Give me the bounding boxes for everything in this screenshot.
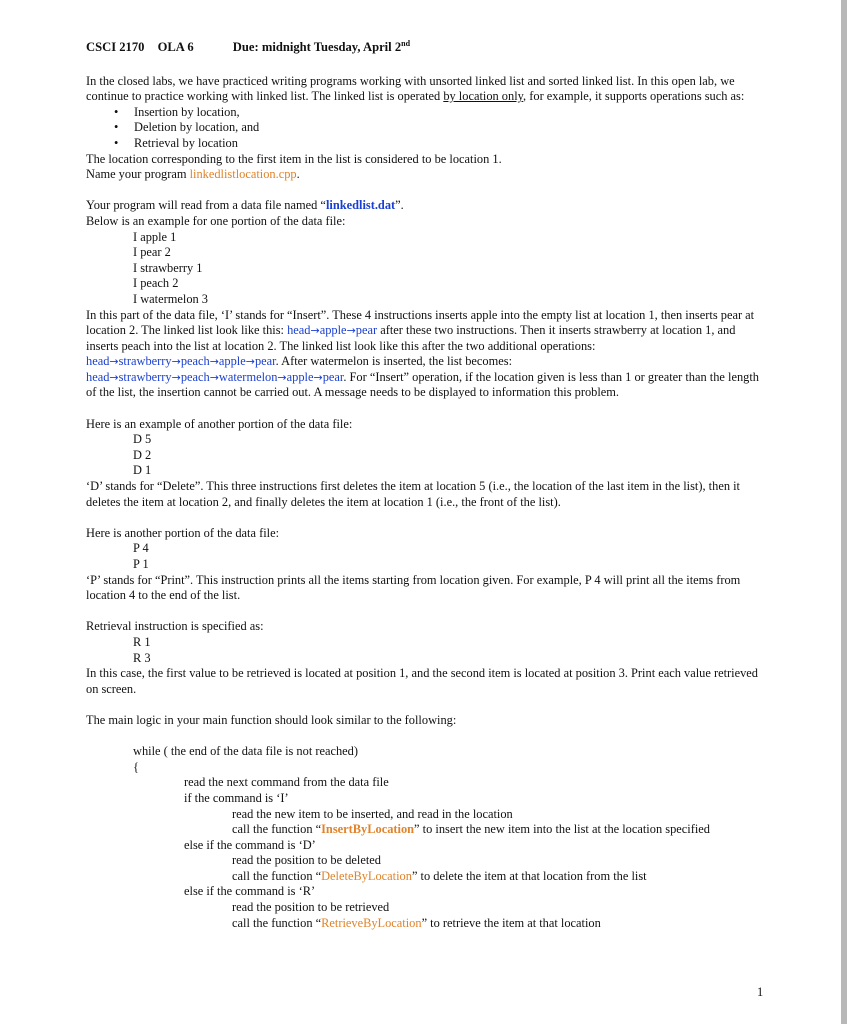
code-line: read the next command from the data file	[184, 775, 389, 790]
code-line: {	[133, 759, 139, 774]
code-line: call the function “DeleteByLocation” to delete the item at that location from the list	[232, 868, 647, 883]
page-edge	[841, 0, 847, 1024]
code-line: else if the command is ‘R’	[184, 884, 316, 899]
code-line: while ( the end of the data file is not reached)	[133, 744, 359, 759]
due-date: Due: midnight Tuesday, April 2nd	[232, 39, 411, 54]
example-intro: Below is an example for one portion of the data file:	[86, 213, 346, 228]
operations-list	[86, 105, 766, 152]
code-line: read the new item to be inserted, and read in the location	[232, 806, 513, 821]
code-line: call the function “InsertByLocation” to insert the new item into the list at the location specified	[232, 822, 710, 837]
data-file-name: linkedlist.dat	[325, 198, 396, 213]
insert-example-lines	[86, 230, 766, 308]
program-file-name: linkedlistlocation.cpp	[189, 167, 297, 182]
code-line: else if the command is ‘D’	[184, 837, 316, 852]
data-line: R 1	[133, 634, 151, 649]
pseudocode-block	[86, 744, 766, 931]
linked-list-state-3: head→strawberry→peach→watermelon→apple→pear	[86, 369, 344, 384]
list-item: • Deletion by location, and	[134, 120, 766, 136]
code-line: read the position to be retrieved	[232, 900, 390, 915]
data-line: I apple 1	[133, 229, 177, 244]
assignment-name: OLA 6	[157, 40, 194, 54]
linked-list-state-1: head→apple→pear	[287, 323, 378, 338]
assignment-header	[86, 40, 766, 56]
list-item: • Retrieval by location	[134, 136, 766, 152]
program-name-line: Name your program linkedlistlocation.cpp.	[86, 167, 300, 182]
retrieve-intro: Retrieval instruction is specified as:	[86, 619, 264, 634]
print-intro: Here is another portion of the data file:	[86, 525, 280, 540]
data-line: I pear 2	[133, 245, 171, 260]
data-line: I strawberry 1	[133, 260, 203, 275]
delete-function-name: DeleteByLocation	[321, 868, 412, 883]
data-file-line: Your program will read from a data file named “linkedlist.dat”.	[86, 198, 404, 213]
delete-explanation: ‘D’ stands for “Delete”. This three instructions first deletes the item at location 5 (i.e., the location of the last item in the list), then it deletes the item at location 2, and finally deletes the item at location 1 (i.e., the front of the list).	[86, 479, 740, 509]
linked-list-state-2: head→strawberry→peach→apple→pear	[86, 354, 276, 369]
page-number: 1	[757, 985, 764, 999]
retrieve-function-name: RetrieveByLocation	[321, 915, 422, 930]
main-logic-intro: The main logic in your main function should look similar to the following:	[86, 712, 457, 727]
intro-paragraph: In the closed labs, we have practiced writing programs working with unsorted linked list and sorted linked list. In this open lab, we continue to practice working with linked list. The linked list is operated by location only, for example, it supports operations such as:	[86, 73, 745, 104]
delete-intro: Here is an example of another portion of the data file:	[86, 416, 353, 431]
delete-example-lines	[86, 432, 766, 479]
course-code: CSCI 2170	[86, 40, 145, 54]
location-note: The location corresponding to the first item in the list is considered to be location 1.	[86, 151, 502, 166]
print-explanation: ‘P’ stands for “Print”. This instruction prints all the items starting from location given. For example, P 4 will print all the items from location 4 to the end of the list.	[86, 572, 741, 603]
data-line: D 5	[133, 432, 152, 447]
data-line: D 1	[133, 463, 152, 478]
data-line: I peach 2	[133, 276, 179, 291]
code-line: if the command is ‘I’	[184, 790, 289, 805]
data-line: P 1	[133, 557, 149, 571]
retrieve-explanation: In this case, the first value to be retrieved is located at position 1, and the second item is located at position 3. Print each value retrieved on screen.	[86, 666, 758, 696]
insert-explanation: In this part of the data file, ‘I’ stands for “Insert”. These 4 instructions inserts apple into the empty list at location 1, then inserts pear at location 2. The linked list look like this: head→apple→pear after these two instructions. Then it inserts strawberry at location 1, and inserts peach into the list at location 2. The linked list look like this after the two additional operations: head→strawberry→peach→apple→pear. After watermelon is inserted, the list becomes: head→strawberry→peach→watermelon→apple→pear. For “Insert” operation, if the location given is less than 1 or greater than the length of the list, the insertion cannot be carried out. A message needs to be displayed to information this problem.	[86, 307, 759, 400]
code-line: call the function “RetrieveByLocation” to retrieve the item at that location	[232, 915, 601, 930]
code-line: read the position to be deleted	[232, 853, 381, 868]
list-item: • Insertion by location,	[134, 105, 766, 121]
print-example-lines	[86, 541, 766, 572]
document-page	[86, 40, 766, 931]
data-line: P 4	[133, 541, 149, 556]
insert-function-name: InsertByLocation	[321, 822, 415, 837]
data-line: R 3	[133, 650, 151, 665]
data-line: D 2	[133, 447, 152, 462]
retrieve-example-lines	[86, 635, 766, 666]
data-line: I watermelon 3	[133, 291, 209, 306]
